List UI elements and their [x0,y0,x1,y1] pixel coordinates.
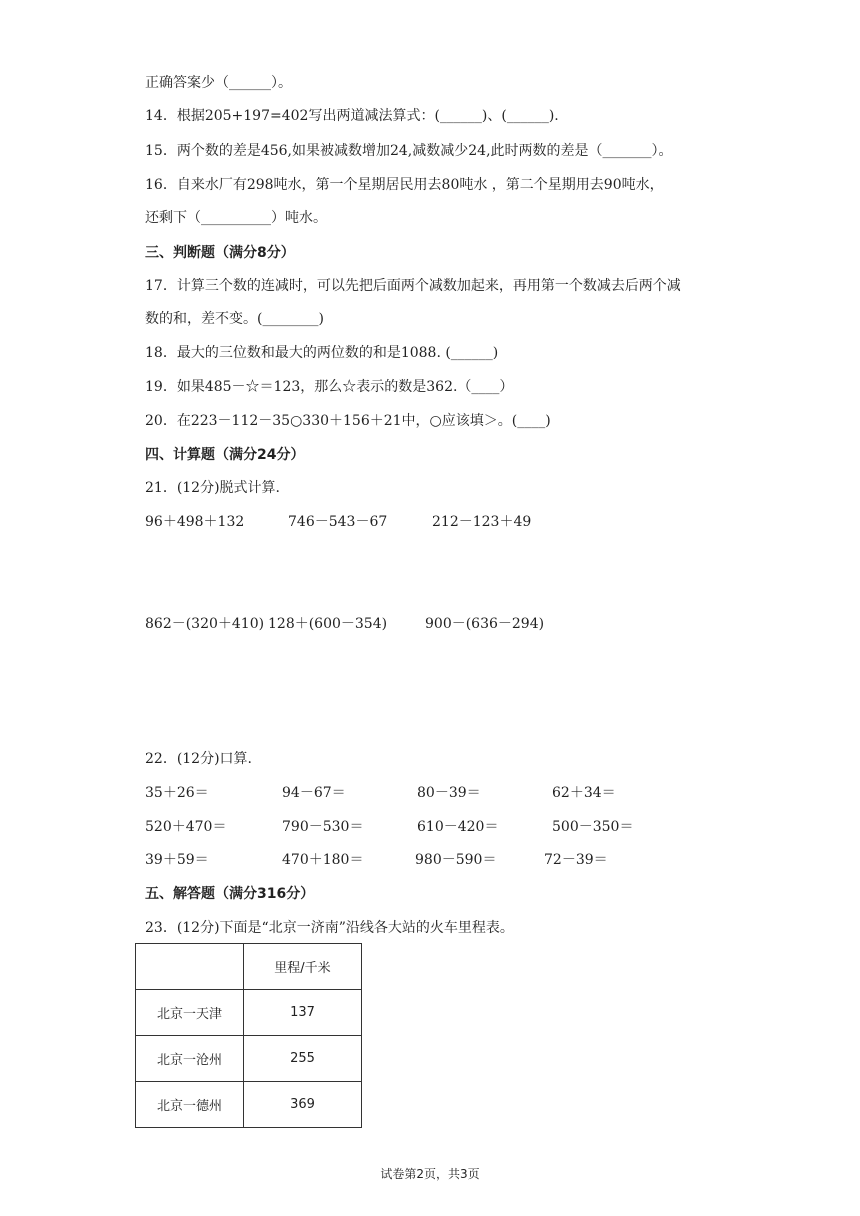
oral-2-3: 610－420＝ [417,819,499,835]
question-22: 22．(12分)口算. [145,751,253,767]
oral-3-1: 39＋59＝ [145,852,209,868]
table-header-cell: 里程/千米 [244,944,362,990]
distance-cell: 255 [244,1036,362,1082]
question-15: 15．两个数的差是456,如果被减数增加24,减数减少24,此时两数的差是（_______）。 [145,143,673,159]
oral-3-2: 470＋180＝ [282,852,364,868]
route-cell: 北京一天津 [136,990,244,1036]
table-header-row [136,944,362,990]
route-cell: 北京一沧州 [136,1036,244,1082]
calc-2-2: 128＋(600－354) [268,616,388,632]
question-14: 14．根据205+197=402写出两道减法算式：(______)、(______). [145,108,559,124]
question-16-line2: 还剩下（__________）吨水。 [145,210,327,226]
question-17-line1: 17．计算三个数的连减时，可以先把后面两个减数加起来，再用第一个数减去后两个减 [145,278,681,294]
table-row [136,1082,362,1128]
mileage-table [135,943,362,1128]
oral-1-3: 80－39＝ [417,785,481,801]
question-16-line1: 16．自来水厂有298吨水，第一个星期居民用去80吨水 ，第二个星期用去90吨水， [145,177,664,193]
oral-3-3: 980－590＝ [415,852,497,868]
route-cell: 北京一德州 [136,1082,244,1128]
question-23: 23．(12分)下面是“北京一济南”沿线各大站的火车里程表。 [145,920,514,936]
calc-1-3: 212－123＋49 [432,514,532,530]
oral-1-1: 35＋26＝ [145,785,209,801]
oral-2-1: 520＋470＝ [145,819,227,835]
oral-2-2: 790－530＝ [282,819,364,835]
question-18: 18．最大的三位数和最大的两位数的和是1088. (______) [145,345,499,361]
section-5-heading: 五、解答题（满分316分） [145,886,315,902]
calc-2-1: 862－(320＋410) [145,616,265,632]
calc-1-2: 746－543－67 [288,514,388,530]
oral-3-4: 72－39＝ [544,852,608,868]
question-17-line2: 数的和，差不变。(________) [145,311,324,327]
q13-tail: 正确答案少（______）。 [145,75,292,91]
question-19: 19．如果485－☆＝123，那么☆表示的数是362.（____） [145,379,514,395]
distance-cell: 369 [244,1082,362,1128]
distance-cell: 137 [244,990,362,1036]
calc-1-1: 96＋498＋132 [145,514,245,530]
table-row [136,990,362,1036]
oral-2-4: 500－350＝ [552,819,634,835]
section-3-heading: 三、判断题（满分8分） [145,245,295,261]
section-4-heading: 四、计算题（满分24分） [145,447,305,463]
question-20: 20．在223－112－35○330＋156＋21中，○应该填＞。(____) [145,413,551,429]
page-footer: 试卷第2页，共3页 [380,1167,480,1181]
calc-2-3: 900－(636－294) [425,616,545,632]
question-21: 21．(12分)脱式计算. [145,480,281,496]
table-row [136,1036,362,1082]
oral-1-4: 62＋34＝ [552,785,616,801]
oral-1-2: 94－67＝ [282,785,346,801]
table-header-cell [136,944,244,990]
